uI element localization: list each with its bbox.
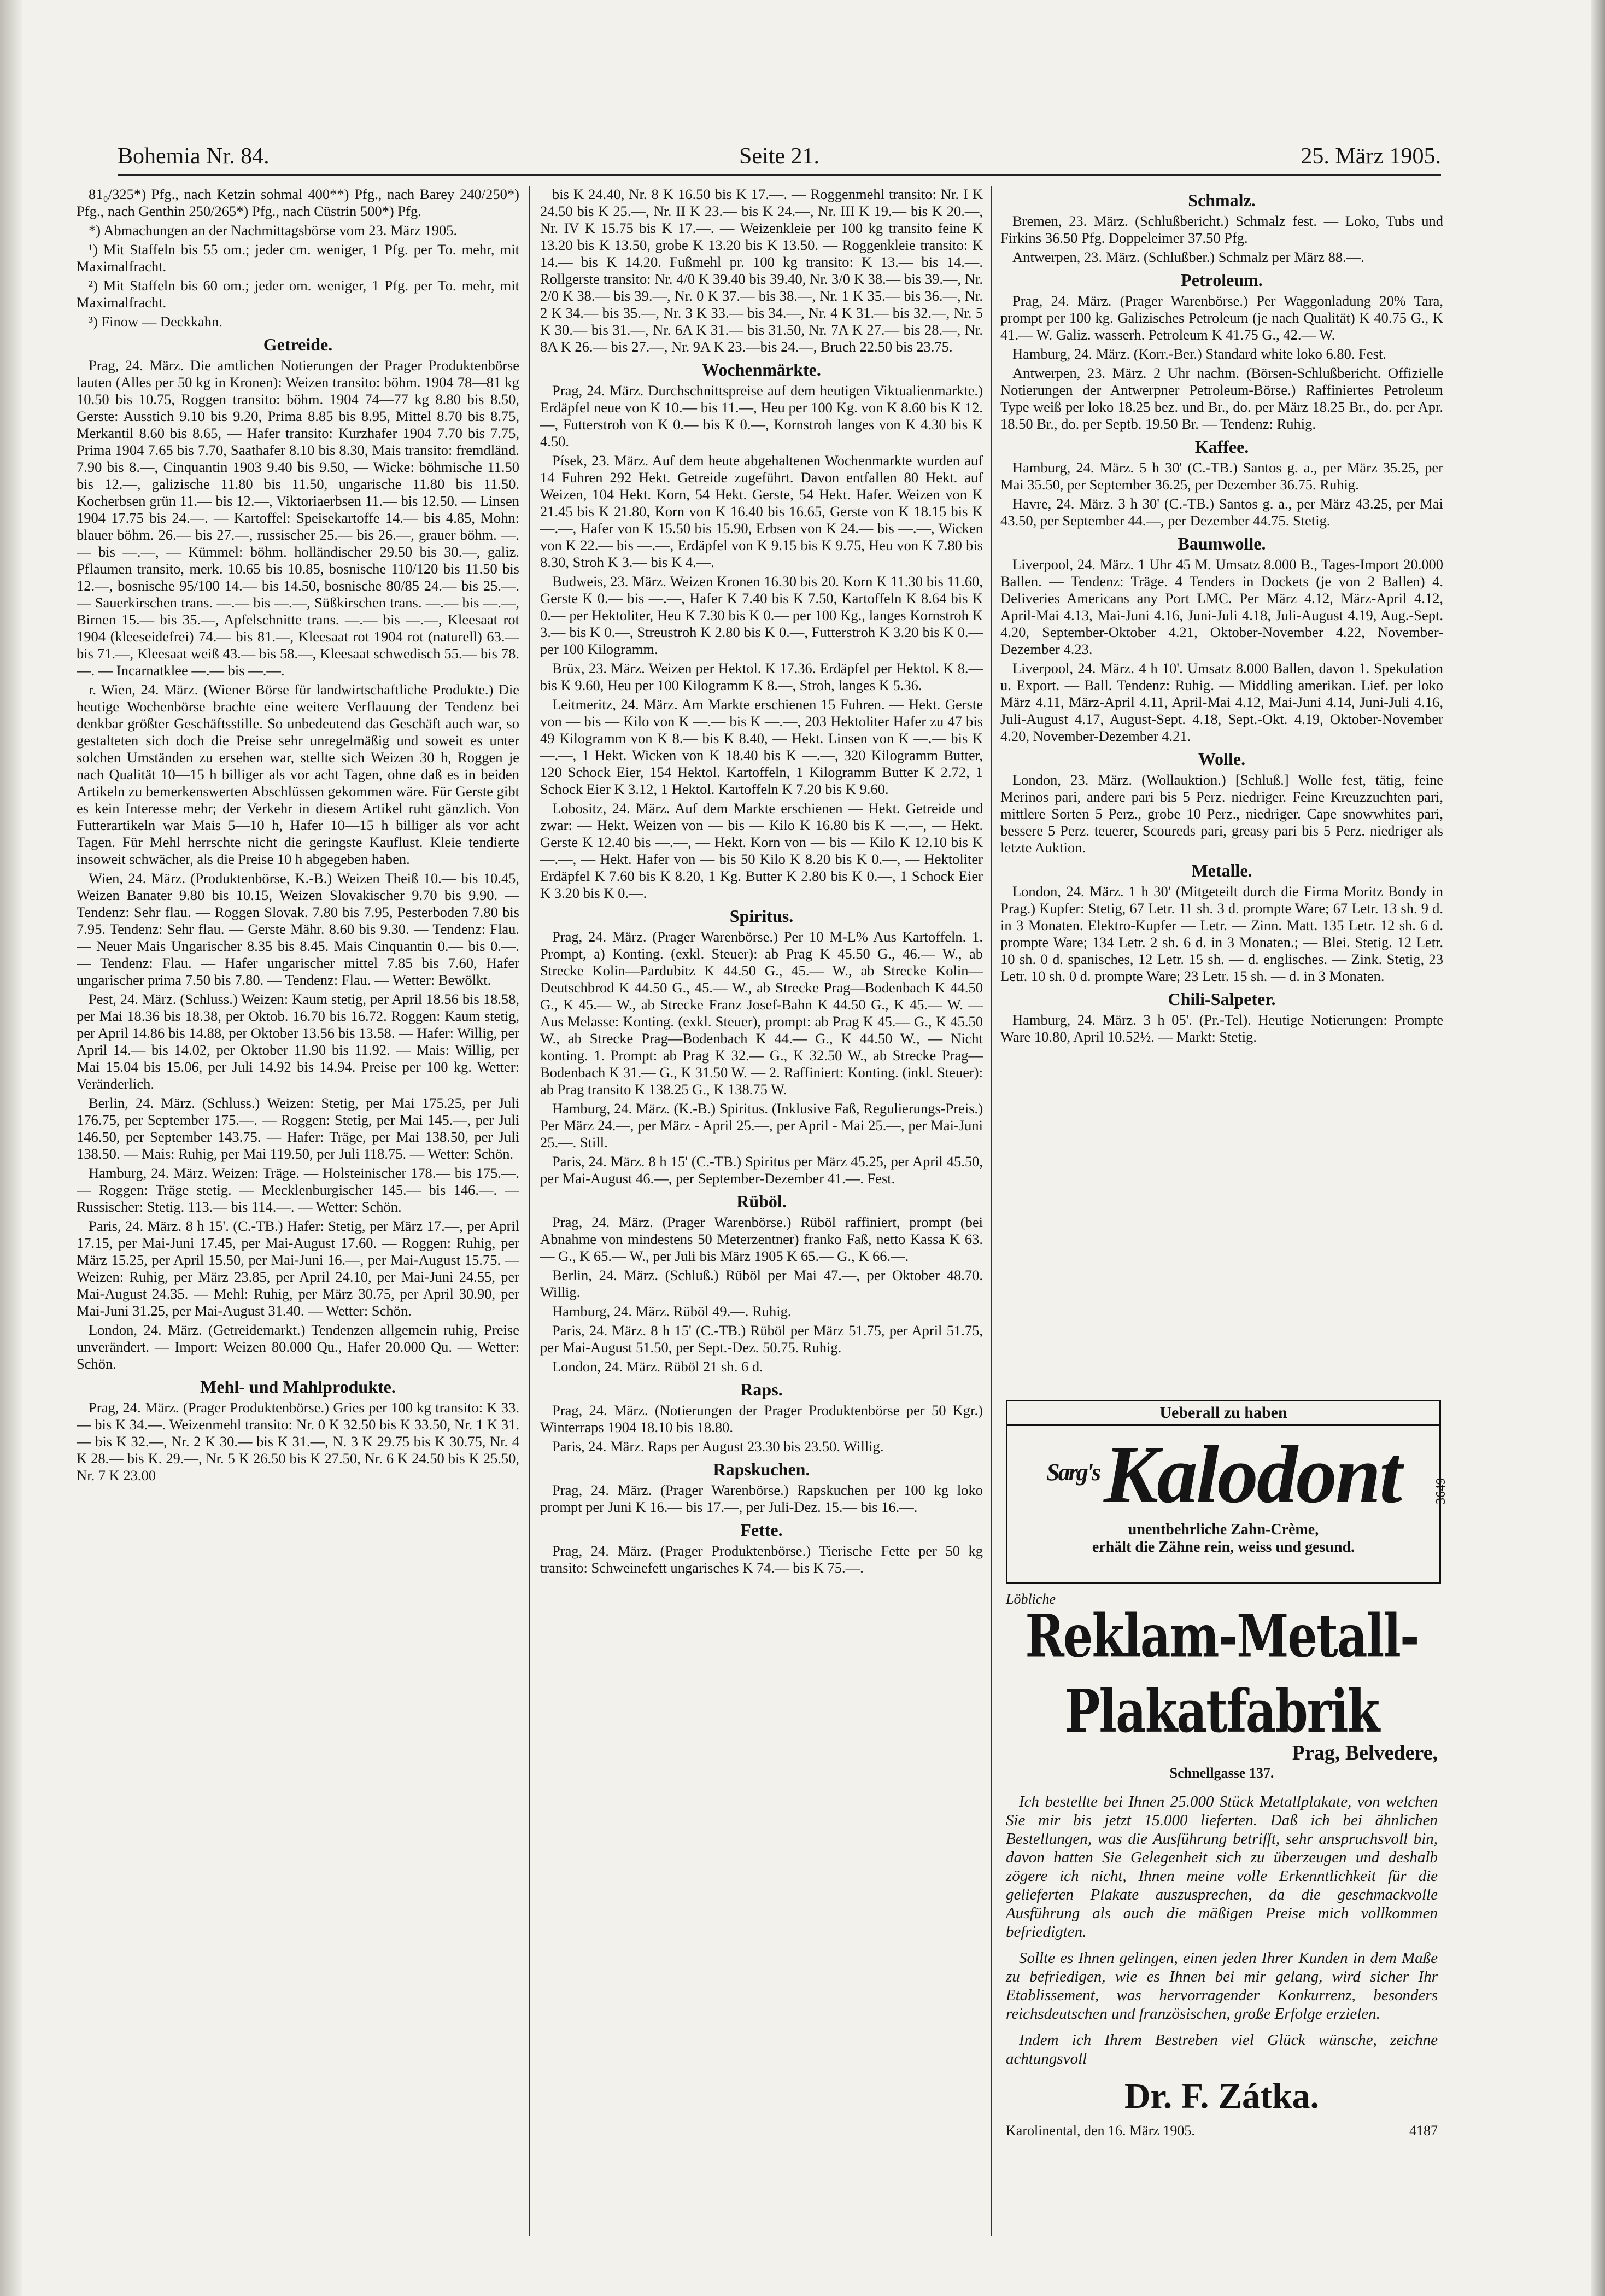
market-report-paragraph: Brüx, 23. März. Weizen per Hektol. K 17.36. Erdäpfel per Hektol. K 8.— bis K 9.60, Heu per 100 Kilogramm K 8.—, Stroh, langes K 5.36. [540, 660, 983, 693]
ad-footer [1006, 2123, 1438, 2139]
market-report-paragraph: ³) Finow — Deckkahn. [89, 313, 222, 330]
market-report-paragraph: Paris, 24. März. Raps per August 23.30 bis 23.50. Willig. [552, 1438, 884, 1454]
market-report-paragraph: Prag, 24. März. (Notierungen der Prager Produktenbörse per 50 Kgr.) Winterraps 1904 18.10 bis 18.80. [540, 1402, 983, 1435]
ad-footer-place-date: Karolinental, den 16. März 1905. [1006, 2123, 1195, 2139]
market-report-paragraph: Prag, 24. März. (Prager Warenbörse.) Rapskuchen per 100 kg loko prompt per Juni K 16.— bis 17.—, per Juli-Dez. 15.— bis 16.—. [540, 1482, 983, 1515]
ad-salutation: Löbliche [1006, 1591, 1056, 1607]
market-report-paragraph: Hamburg, 24. März. Weizen: Träge. — Holsteinischer 178.— bis 175.—. — Roggen: Träge stetig. — Mecklenburgischer 145.— bis 146.—. — Russischer: Stetig. 113.— bis 114.—. — Wetter: Schön. [77, 1165, 519, 1215]
section-heading: Rapskuchen. [713, 1459, 810, 1479]
market-report-paragraph: Hamburg, 24. März. (Korr.-Ber.) Standard white loko 6.80. Fest. [1012, 346, 1386, 362]
market-report-paragraph: Hamburg, 24. März. Rüböl 49.—. Ruhig. [552, 1303, 792, 1319]
market-report-paragraph: London, 24. März. 1 h 30' (Mitgeteilt durch die Firma Moritz Bondy in Prag.) Kupfer: Stetig, 67 Letr. 11 sh. 3 d. prompte Ware; 67 Letr. 13 sh. 9 d. in 3 Monaten. Elektro-Kupfer — Letr. — Zinn. Matt. 135 Letr. 12 sh. 6 d. prompte Ware; 134 Letr. 2 sh. 6 d. in 3 Monaten.; — Blei. Stetig. 12 Letr. 10 sh. 0 d. spanisches, 12 Letr. 15 sh. — d. englisches. — Zink. Stetig, 23 Letr. 10 sh. 0 d. prompte Ware; 23 Letr. 15 sh. — d. in 3 Monaten. [1000, 883, 1443, 984]
market-report-paragraph: Prag, 24. März. Durchschnittspreise auf dem heutigen Viktualienmarkte.) Erdäpfel neue von K 10.— bis 11.—, Heu per 100 Kg. von K 8.60 bis K 12.—, Futterstroh von K 0.— bis K 0.—, Kornstroh langes von K 4.30 bis K 4.50. [540, 382, 983, 449]
column-3 [1000, 186, 1443, 1377]
market-report-paragraph: London, 24. März. (Getreidemarkt.) Tendenzen allgemein ruhig, Preise unverändert. — Import: Weizen 80.000 Qu., Hafer 20.000 Qu. — Wetter: Schön. [77, 1322, 519, 1372]
market-report-paragraph: Antwerpen, 23. März. (Schlußber.) Schmalz per März 88.—. [1012, 249, 1364, 265]
market-report-paragraph: Antwerpen, 23. März. 2 Uhr nachm. (Börsen-Schlußbericht. Offizielle Notierungen der Antwerpner Petroleum-Börse.) Raffiniertes Petroleum Type weiß per loko 18.25 bez. und Br., do. per März 18.25 Br., do. per Apr. 18.50 Br., do. per Septb. 19.50 Br. — Tendenz: Ruhig. [1000, 365, 1443, 432]
market-report-paragraph: London, 24. März. Rüböl 21 sh. 6 d. [552, 1358, 763, 1375]
market-report-paragraph: Budweis, 23. März. Weizen Kronen 16.30 bis 20. Korn K 11.30 bis 11.60, Gerste K 0.— bis —.—, Hafer K 7.40 bis K 7.50, Kartoffeln K 8.64 bis K 0.— per Hektoliter, Heu K 7.30 bis K 0.— per 100 Kg., langes Kornstroh K 3.— bis K 0.—, Streustroh K 2.80 bis K 0.—, Futterstroh K 3.20 bis K 0.— per 100 Kilogramm. [540, 573, 983, 657]
market-report-paragraph: Lobositz, 24. März. Auf dem Markte erschienen — Hekt. Getreide und zwar: — Hekt. Weizen von — bis — Kilo K 16.80 bis K —.—, — Hekt. Gerste K 12.40 bis —.—, — Hekt. Korn von — bis — Kilo K 12.10 bis K —.—, — Hekt. Hafer von — bis 50 Kilo K 8.20 bis K 0.—, — Hektoliter Erdäpfel K 7.60 bis K 8.20, 1 Kg. Butter K 2.80 bis K 0.—, 1 Schock Eier K 3.20 bis K 0.—. [540, 800, 983, 901]
market-report-paragraph: London, 23. März. (Wollauktion.) [Schluß.] Wolle fest, tätig, feine Merinos pari, andere pari bis 5 Perz. niedriger. Feine Kreuzzuchten pari, mittlere Sorten 5 Perz., grobe 10 Perz., niedriger. Cape snowwhites pari, bessere 5 Perz. teuerer, Scoureds pari, greasy pari bis 5 Perz. niedriger als letzte Auktion. [1000, 772, 1443, 856]
ad-location: Prag, Belvedere, [1292, 1742, 1438, 1765]
ad-street: Schnellgasse 137. [1169, 1765, 1274, 1781]
market-report-paragraph: Prag, 24. März. (Prager Produktenbörse.) Gries per 100 kg transito: K 33.— bis K 34.—. Weizenmehl transito: Nr. 0 K 32.50 bis K 33.50, Nr. 1 K 31.— bis K 32.—, Nr. 2 K 30.— bis K 31.—, N. 3 K 29.75 bis K 30.75, Nr. 4 K 28.— bis K. 29.—, Nr. 5 K 26.50 bis K 27.50, Nr. 6 K 24.50 bis K 25.50, Nr. 7 K 23.00 [77, 1399, 519, 1483]
market-report-paragraph: Hamburg, 24. März. 5 h 30' (C.-TB.) Santos g. a., per März 35.25, per Mai 35.50, per September 36.25, per Dezember 36.75. Ruhig. [1000, 459, 1443, 493]
page-header [118, 136, 1441, 176]
ad-paragraph: Indem ich Ihrem Bestreben viel Glück wünsche, zeichne achtungsvoll [1006, 2031, 1438, 2067]
section-heading: Metalle. [1191, 861, 1252, 880]
kalodont-logo [1007, 1426, 1439, 1521]
page-number: Seite 21. [739, 144, 819, 169]
market-report-paragraph: *) Abmachungen an der Nachmittagsbörse vom 23. März 1905. [89, 222, 458, 238]
market-report-paragraph: Berlin, 24. März. (Schluss.) Weizen: Stetig, per Mai 175.25, per Juli 176.75, per September 175.—. — Roggen: Stetig, per Mai 145.—, per Juli 146.50, per September 143.75. — Hafer: Träge, per Mai 138.50, per Juli 138.50. — Mais: Ruhig, per Mai 119.50, per Juli 118.75. — Wetter: Schön. [77, 1095, 519, 1162]
market-report-paragraph: bis K 24.40, Nr. 8 K 16.50 bis K 17.—. — Roggenmehl transito: Nr. I K 24.50 bis K 25.—, Nr. II K 23.— bis K 24.—, Nr. III K 19.— bis K 20.—, Nr. IV K 15.75 bis K 17.—. — Weizenkleie per 100 kg transito feine K 13.20 bis K 13.50, grobe K 13.20 bis K 13.50. — Roggenkleie transito: K 14.— bis K 14.20. Fußmehl pr. 100 kg transito: K 13.— bis 14.—. Rollgerste transito: Nr. 4/0 K 39.40 bis 39.40, Nr. 3/0 K 38.— bis 39.—, Nr. 2/0 K 38.— bis 39.—, Nr. 0 K 37.— bis 38.—, Nr. 1 K 35.— bis 36.—, Nr. 2 K 34.— bis 35.—, Nr. 3 K 33.— bis 34.—, Nr. 4 K 31.— bis 32.—, Nr. 5 K 30.— bis 31.—, Nr. 6A K 31.— bis 31.50, Nr. 7A K 27.— bis 28.—, Nr. 8A K 26.— bis 27.—, Nr. 9A K 23.—bis 24.—, Bruch 22.50 bis 23.75. [540, 186, 983, 355]
ad-paragraph: Ich bestellte bei Ihnen 25.000 Stück Metallplakate, von welchen Sie mir bis jetzt 15.000 lieferten. Daß ich bei ähnlichen Bestellungen, was die Ausführung betrifft, sehr anspruchsvoll bin, davon hatten Sie Gelegenheit sich zu überzeugen und deshalb zögere ich nicht, Ihnen meine volle Erkenntlichkeit für die gelieferten Plakate auszusprechen, da die geschmackvolle Ausführung als auch die mäßigen Preise mich vollkommen befriedigten. [1006, 1793, 1438, 1941]
column-divider [529, 186, 530, 2236]
logo-prefix: Sarg's [1046, 1459, 1100, 1486]
market-report-paragraph: ²) Mit Staffeln bis 60 om.; jeder om. weniger, 1 Pfg. per To. mehr, mit Maximalfracht. [77, 277, 519, 311]
scan-edge-left [0, 0, 22, 2296]
ad-signature: Dr. F. Zátka. [1124, 2076, 1320, 2116]
section-heading: Raps. [740, 1380, 783, 1399]
ad-company-title: Reklam-Metall-Plakatfabrik [1025, 1602, 1419, 1746]
market-report-paragraph: Prag, 24. März. Die amtlichen Notierungen der Prager Produktenbörse lauten (Alles per 50 kg in Kronen): Weizen transito: böhm. 1904 78—81 kg 10.50 bis 10.75, Roggen transito: böhm. 1904 74—77 kg 8.80 bis 8.50, Gerste: Ausstich 9.10 bis 9.20, Prima 8.85 bis 8.95, Mittel 8.70 bis 8.75, Merkantil 8.60 bis 8.65, — Hafer transito: Kurzhafer 1904 7.70 bis 7.75, Prima 1904 7.65 bis 7.70, Saathafer 8.10 bis 8.30, Mais transito: fremdländ. 7.90 bis 8.—, Cinquantin 1903 9.40 bis 9.50, — Wicke: böhmische 11.50 bis 12.—, galizische 11.80 bis 11.50, ungarische 11.80 bis 11.50. Kocherbsen grün 11.— bis 12.—, Viktoriaerbsen 11.— bis 12.50. — Linsen 1904 17.75 bis 24.—. — Kartoffel: Speisekartoffe 14.— bis 4.85, Mohn: blauer böhm. 26.— bis 27.—, russischer 25.— bis 26.—, grauer böhm. —.— bis —.—, — Kümmel: böhm. holländischer 29.50 bis 30.—, galiz. Pflaumen transito, merk. 10.65 bis 10.85, bosnische 110/120 bis 11.50 bis 12.—, bosnische 95/100 14.— bis 14.50, bosnische 80/85 24.— bis 25.—. — Sauerkirschen trans. —.— bis —.—, Süßkirschen trans. —.— bis —.—, Birnen 15.— bis 35.—, Apfelschnitte trans. —.— bis —.—, Kleesaat rot 1904 (kleeseidefrei) 74.— bis 81.—, Kleesaat rot 1904 rot (naturell) 63.— bis 71.—, Kleesaat weiß 43.— bis 58.—, Kleesaat schwedisch 55.— bis 78.—. — Incarnatklee —.— bis —.—. [77, 357, 519, 679]
market-report-paragraph: Prag, 24. März. (Prager Warenbörse.) Rüböl raffiniert, prompt (bei Abnahme von mindestens 50 Meterzentner) franko Faß, netto Kassa K 63.— G., K 65.— W., per Juli bis März 1905 K 65.— G., K 66.—. [540, 1214, 983, 1264]
section-heading: Wochenmärkte. [702, 360, 821, 379]
issue-date: 25. März 1905. [1301, 144, 1441, 169]
market-report-paragraph: 81₀/325*) Pfg., nach Ketzin sohmal 400**) Pfg., nach Barey 240/250*) Pfg., nach Genthin 250/265*) Pfg., nach Cüstrin 500*) Pfg. [77, 186, 519, 219]
column-1 [77, 186, 519, 2236]
market-report-paragraph: Wien, 24. März. (Produktenbörse, K.-B.) Weizen Theiß 10.— bis 10.45, Weizen Banater 9.80 bis 10.15, Weizen Slovakischer 9.70 bis 9.90. — Tendenz: Sehr flau. — Roggen Slovak. 7.80 bis 7.95, Pesterboden 7.80 bis 7.95. Tendenz: Sehr flau. — Gerste Mähr. 8.60 bis 9.30. — Tendenz: Flau. — Neuer Mais Ungarischer 8.35 bis 8.45. Mais Cinquantin 0.— bis 0.—. — Tendenz: Flau. — Hafer ungarischer mittel 7.85 bis 7.60, Hafer ungarischer prima 7.50 bis 7.80. — Tendenz: Flau. — Wetter: Bewölkt. [77, 870, 519, 988]
market-report-paragraph: Havre, 24. März. 3 h 30' (C.-TB.) Santos g. a., per März 43.25, per Mai 43.50, per September 44.—, per Dezember 44.75. Stetig. [1000, 495, 1443, 529]
market-report-paragraph: Paris, 24. März. 8 h 15' (C.-TB.) Rüböl per März 51.75, per April 51.75, per Mai-August 51.50, per Sept.-Dez. 50.75. Ruhig. [540, 1322, 983, 1356]
market-report-paragraph: Hamburg, 24. März. 3 h 05'. (Pr.-Tel). Heutige Notierungen: Prompte Ware 10.80, April 10.52½. — Markt: Stetig. [1000, 1012, 1443, 1045]
ad-subline-1: unentbehrliche Zahn-Crème, [1128, 1521, 1319, 1538]
market-report-paragraph: Liverpool, 24. März. 1 Uhr 45 M. Umsatz 8.000 B., Tages-Import 20.000 Ballen. — Tendenz: Träge. 4 Tenders in Dockets (je von 2 Ballen) 4. Deliveries Americans any Port LMC. Per März 4.12, März-April 4.12, April-Mai 4.13, Mai-Juni 4.16, Juni-Juli 4.18, Juli-August 4.19, Aug.-Sept. 4.20, September-Oktober 4.21, Oktober-November 4.22, November-Dezember 4.23. [1000, 556, 1443, 657]
ad-footer-number: 4187 [1409, 2123, 1438, 2139]
section-heading: Petroleum. [1181, 270, 1263, 290]
market-report-paragraph: Prag, 24. März. (Prager Warenbörse.) Per 10 M-L% Aus Kartoffeln. 1. Prompt, a) Konting. (exkl. Steuer): ab Prag K 45.50 G., 46.— W., ab Strecke Kolin—Pardubitz K 44.50 G., 45.— W., ab Strecke Kolin—Deutschbrod K 44.50 G., 45.— W., ab Strecke Prag—Bodenbach K 44.50 G., K 45.— W., ab Strecke Franz Josef-Bahn K 44.50 G., K 45.— W. — Aus Melasse: Konting. (exkl. Steuer), prompt: ab Prag K 45.— G., K 45.50 W., ab Strecke Prag—Bodenbach K 44.— G., K 44.50 W., — Nicht konting. 1. Prompt: ab Prag K 32.— G., K 32.50 W., ab Strecke Prag—Bodenbach K 31.— G., K 31.50 W. — 2. Raffiniert: Konting. (inkl. Steuer): ab Prag transito K 138.25 G., K 138.75 W. [540, 928, 983, 1097]
market-report-paragraph: Paris, 24. März. 8 h 15'. (C.-TB.) Hafer: Stetig, per März 17.—, per April 17.15, per Mai-Juni 17.45, per Mai-August 17.60. — Roggen: Ruhig, per März 15.25, per April 15.50, per Mai-Juni 16.—, per Mai-August 15.75. — Weizen: Ruhig, per März 23.85, per April 24.10, per Mai-Juni 24.55, per Mai-August 24.35. — Mehl: Ruhig, per März 30.75, per April 30.90, per Mai-Juni 31.25, per Mai-August 31.40. — Wetter: Schön. [77, 1218, 519, 1319]
market-report-paragraph: Písek, 23. März. Auf dem heute abgehaltenen Wochenmarkte wurden auf 14 Fuhren 292 Hekt. Getreide zugeführt. Davon entfallen 80 Hekt. auf Weizen, 104 Hekt. Korn, 54 Hekt. Gerste, 54 Hekt. Hafer. Weizen von K 21.45 bis K 21.80, Korn von K 16.40 bis 16.65, Gerste von K 18.15 bis K —.—, Hafer von K 15.50 bis 15.90, Erbsen von K 24.— bis —.—, Wicken von K 22.— bis —.—, Erdäpfel von K 9.15 bis K 9.75, Heu von K 7.80 bis 8.30, Stroh K 3.— bis K 4.—. [540, 452, 983, 570]
section-heading: Fette. [740, 1520, 783, 1540]
section-heading: Spiritus. [729, 906, 794, 926]
market-report-paragraph: Pest, 24. März. (Schluss.) Weizen: Kaum stetig, per April 18.56 bis 18.58, per Mai 18.36 bis 18.38, per Oktob. 16.70 bis 16.72. Roggen: Kaum stetig, per April 14.86 bis 14.88, per Oktober 13.56 bis 13.58. — Hafer: Willig, per April 14.— bis 14.02, per Oktober 11.90 bis 11.92. — Mais: Willig, per Mai 15.04 bis 15.06, per Juli 14.92 bis 14.94. Preise per 100 kg. Wetter: Veränderlich. [77, 991, 519, 1092]
column-2 [540, 186, 983, 2236]
market-report-paragraph: Bremen, 23. März. (Schlußbericht.) Schmalz fest. — Loko, Tubs und Firkins 36.50 Pfg. Doppeleimer 37.50 Pfg. [1000, 213, 1443, 246]
ad-paragraph: Sollte es Ihnen gelingen, einen jeden Ihrer Kunden in dem Maße zu befriedigen, wie es Ihnen bei mir gelang, wird sicher Ihr Etablissement, was hervorragender Konkurrenz, besonders reichsdeutschen und französischen, große Erfolge erzielen. [1006, 1949, 1438, 2023]
kalodont-advertisement [1006, 1400, 1448, 1584]
ad-subline-2: erhält die Zähne rein, weiss und gesund. [1092, 1539, 1355, 1556]
market-report-paragraph: r. Wien, 24. März. (Wiener Börse für landwirtschaftliche Produkte.) Die heutige Wochenbörse brachte eine weitere Verflauung der Tendenz bei denkbar größter Geschäftsstille. So unbedeutend das Geschäft auch war, so gestalteten sich doch die Preise sehr unregelmäßig und soweit es unter solchen Umständen zu ersehen war, stellte sich Weizen 30 h, Roggen je nach Qualität 10—15 h billiger als vor acht Tagen, ohne daß es in beiden Artikeln zu bemerkenswerten Abschlüssen gekommen wäre. Für Gerste gibt es kein Interesse mehr; der Verkehr in diesem Artikel ruht gänzlich. Von Futterartikeln war Mais 5—10 h, Hafer 10—15 h billiger als vor acht Tagen. Für Mehl herrschte nicht die geringste Kauflust. Kleie tendierte insoweit schwächer, als die Preise 10 h abgegeben haben. [77, 681, 519, 867]
section-heading: Wolle. [1198, 749, 1246, 769]
section-heading: Kaffee. [1194, 437, 1249, 457]
ad-tagline: Ueberall zu haben [1007, 1401, 1439, 1426]
market-report-paragraph: Hamburg, 24. März. (K.-B.) Spiritus. (Inklusive Faß, Regulierungs-Preis.) Per März 24.—, per März - April 25.—, per April - Mai 25.—, per Mai-Juni 25.—. Still. [540, 1100, 983, 1150]
market-report-paragraph: Prag, 24. März. (Prager Warenbörse.) Per Waggonladung 20% Tara, prompt per 100 kg. Galizisches Petroleum (je nach Qualität) K 40.75 G., K 41.— W. Galiz. wasserh. Petroleum K 41.75 G., 42.— W. [1000, 293, 1443, 343]
section-heading: Schmalz. [1188, 190, 1256, 210]
column-divider [991, 186, 992, 2236]
section-heading: Baumwolle. [1178, 534, 1266, 553]
market-report-paragraph: Liverpool, 24. März. 4 h 10'. Umsatz 8.000 Ballen, davon 1. Spekulation u. Export. — Ball. Tendenz: Ruhig. — Middling amerikan. Lief. per loko März 4.11, März-April 4.11, April-Mai 4.12, Mai-Juni 4.14, Juni-Juli 4.16, Juli-August 4.17, August-Sept. 4.18, Sept.-Okt. 4.19, Oktober-November 4.20, November-Dezember 4.21. [1000, 660, 1443, 744]
section-heading: Rüböl. [736, 1191, 787, 1211]
newspaper-issue: Bohemia Nr. 84. [118, 144, 270, 169]
market-report-paragraph: Paris, 24. März. 8 h 15' (C.-TB.) Spiritus per März 45.25, per April 45.50, per Mai-August 46.—, per September-Dezember 41.—. Fest. [540, 1153, 983, 1187]
section-heading: Getreide. [263, 335, 333, 354]
market-report-paragraph: Berlin, 24. März. (Schluß.) Rüböl per Mai 47.—, per Oktober 48.70. Willig. [540, 1267, 983, 1300]
section-heading: Mehl- und Mahlprodukte. [200, 1377, 396, 1397]
section-heading: Chili-Salpeter. [1168, 989, 1276, 1009]
logo-text: Kalodont [1104, 1429, 1401, 1520]
ad-code: 3649 [1434, 1478, 1448, 1504]
reklame-advertisement [1006, 1591, 1438, 2157]
market-report-paragraph: Leitmeritz, 24. März. Am Markte erschienen 15 Fuhren. — Hekt. Gerste von — bis — Kilo von K —.— bis K —.—, 203 Hektoliter Hafer zu 47 bis 49 Kilogramm von K 8.— bis K 8.40, — Hekt. Linsen von K —.— bis K —.—, 1 Hekt. Wicken von K 18.40 bis K —.—, 320 Kilogramm Butter, 120 Schock Eier, 154 Hektol. Kartoffeln, 1 Kilogramm Butter K 2.72, 1 Schock Eier K 3.12, 1 Hektol. Kartoffeln K 7.20 bis K 9.60. [540, 696, 983, 797]
market-report-paragraph: Prag, 24. März. (Prager Produktenbörse.) Tierische Fette per 50 kg transito: Schweinefett ungarisches K 74.— bis K 75.—. [540, 1543, 983, 1576]
scan-edge-right [1591, 0, 1605, 2296]
market-report-paragraph: ¹) Mit Staffeln bis 55 om.; jeder cm. weniger, 1 Pfg. per To. mehr, mit Maximalfracht. [77, 241, 519, 274]
